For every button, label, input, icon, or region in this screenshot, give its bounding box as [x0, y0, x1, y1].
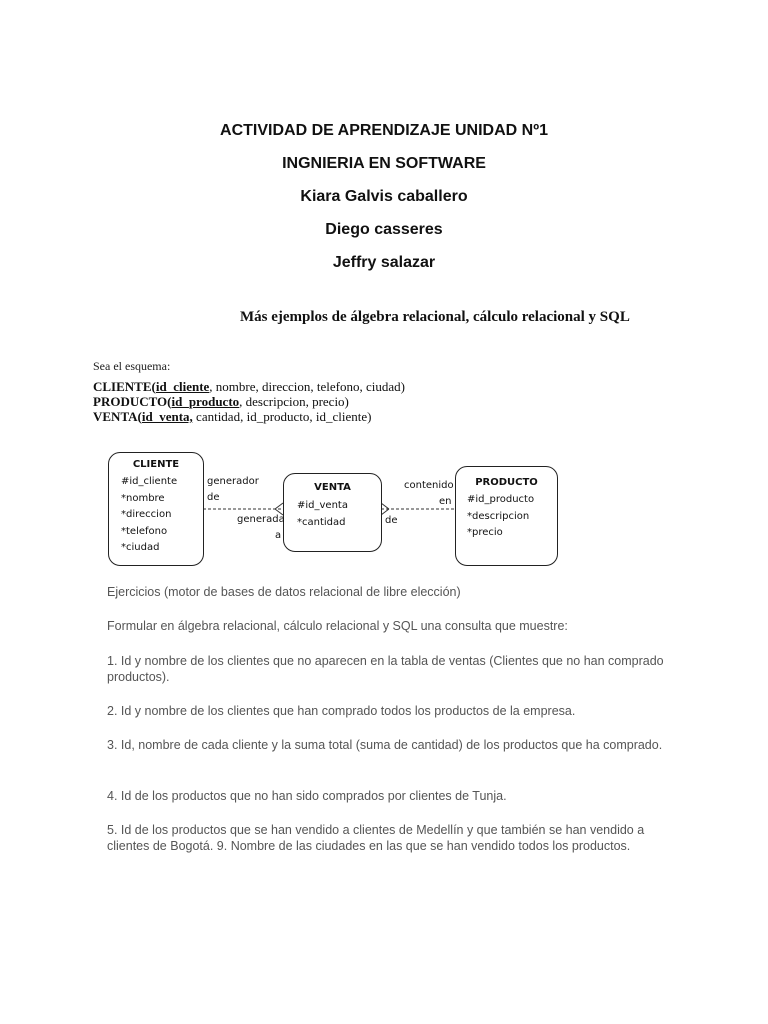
relationship-label: contenido: [404, 480, 454, 491]
entity-cliente: [108, 452, 204, 566]
author-name: Jeffry salazar: [332, 254, 436, 271]
exercise-item: 2. Id y nombre de los clientes que han comprado todos los productos de la empresa.: [107, 704, 576, 718]
schema-attributes: cantidad, id_producto, id_cliente): [192, 409, 372, 424]
exercise-item: 3. Id, nombre de cada cliente y la suma total (suma de cantidad) de los productos que ha comprado.: [107, 738, 663, 752]
exercise-item: 4. Id de los productos que no han sido comprados por clientes de Tunja.: [107, 789, 507, 803]
attribute: *telefono: [121, 525, 168, 537]
program-title: INGNIERIA EN SOFTWARE: [282, 155, 486, 172]
attribute: #id_cliente: [121, 476, 178, 487]
schema-primary-key: id_producto: [171, 394, 240, 409]
exercise-instruction: Formular en álgebra relacional, cálculo relacional y SQL una consulta que muestre:: [107, 619, 568, 633]
schema-relation-name: PRODUCTO(: [93, 394, 172, 409]
entity-title: VENTA: [314, 482, 351, 493]
relationship-label: a: [275, 530, 282, 541]
relationship-label: generador: [207, 476, 259, 487]
entity-title: PRODUCTO: [475, 477, 538, 488]
relationship-label: de: [207, 492, 220, 503]
exercise-item: 1. Id y nombre de los clientes que no aparecen en la tabla de ventas (Clientes que no han comprado productos).: [107, 654, 664, 684]
entity-attributes: [121, 474, 177, 557]
section-heading: Más ejemplos de álgebra relacional, cálculo relacional y SQL: [240, 309, 630, 325]
relationship-label: en: [439, 496, 452, 507]
author-name: Kiara Galvis caballero: [300, 188, 468, 205]
attribute: *direccion: [121, 509, 172, 520]
schema-attributes: , descripcion, precio): [239, 394, 349, 409]
schema-relation-name: VENTA(: [93, 409, 142, 424]
relationship-label: generada: [237, 514, 285, 525]
entity-venta: [283, 473, 382, 552]
author-name: Diego casseres: [325, 221, 443, 238]
attribute: #id_producto: [467, 494, 535, 505]
entity-title: CLIENTE: [132, 459, 180, 470]
activity-title: ACTIVIDAD DE APRENDIZAJE UNIDAD Nº1: [220, 122, 548, 139]
exercise-intro: Ejercicios (motor de bases de datos relacional de libre elección): [107, 585, 461, 599]
schema-primary-key: id_cliente: [155, 379, 210, 394]
schema-relation-name: CLIENTE(: [93, 379, 156, 394]
attribute: *nombre: [121, 492, 165, 504]
attribute: *descripcion: [467, 510, 530, 522]
schema-attributes: , nombre, direccion, telefono, ciudad): [209, 379, 405, 394]
entity-producto: [455, 466, 558, 566]
schema-intro: Sea el esquema:: [93, 359, 171, 373]
schema-primary-key: id_venta,: [141, 409, 193, 424]
relationship-label: de: [385, 515, 398, 526]
entity-attributes: [467, 492, 534, 542]
attribute: *ciudad: [121, 542, 160, 553]
attribute: *cantidad: [297, 516, 346, 528]
entity-attributes: [297, 498, 348, 531]
attribute: #id_venta: [297, 500, 348, 511]
exercise-item: 5. Id de los productos que se han vendido a clientes de Medellín y que también se han vendido a clientes de Bogotá. 9. Nombre de las ciudades en las que se han vendido todos los productos.: [107, 823, 645, 853]
attribute: *precio: [467, 527, 503, 538]
